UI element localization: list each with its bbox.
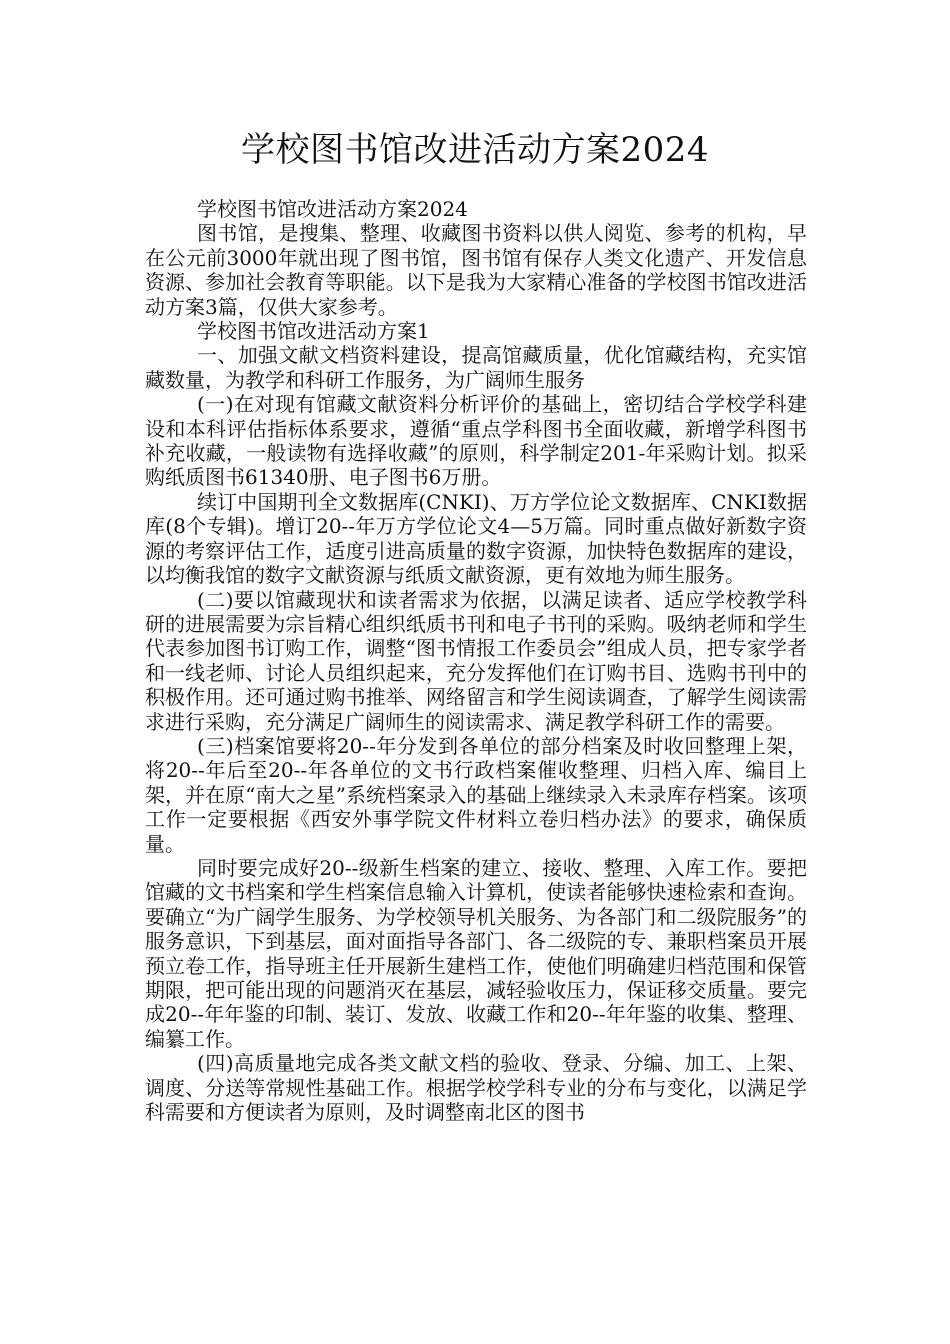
paragraph-item-two: (二)要以馆藏现状和读者需求为依据，以满足读者、适应学校教学科研的进展需要为宗旨精心组织纸质书刊和电子书刊的采购。吸纳老师和学生代表参加图书订购工作，调整“图书情报工作委员会”组成人员，把专家学者和一线老师、讨论人员组织起来，充分发挥他们在订购书目、选购书刊中的积极作用。还可通过购书推举、网络留言和学生阅读调查，了解学生阅读需求进行采购，充分满足广阔师生的阅读需求、满足教学科研工作的需要。: [145, 587, 807, 734]
paragraph-section-one: 一、加强文献文档资料建设，提高馆藏质量，优化馆藏结构，充实馆藏数量，为教学和科研工作服务，为广阔师生服务: [145, 343, 807, 392]
paragraph-item-three: (三)档案馆要将20--年分发到各单位的部分档案及时收回整理上架，将20--年后至20--年各单位的文书行政档案催收整理、归档入库、编目上架，并在原“南大之星”系统档案录入的基础上继续录入未录库存档案。该项工作一定要根据《西安外事学院文件材料立卷归档办法》的要求，确保质量。: [145, 733, 807, 856]
paragraph-plan-heading: 学校图书馆改进活动方案1: [197, 319, 430, 344]
document-title: 学校图书馆改进活动方案2024: [240, 130, 710, 170]
paragraph-intro: 图书馆，是搜集、整理、收藏图书资料以供人阅览、参考的机构，早在公元前3000年就出现了图书馆，图书馆有保存人类文化遗产、开发信息资源、参加社会教育等职能。以下是我为大家精心准备的学校图书馆改进活动方案3篇，仅供大家参考。: [145, 221, 807, 319]
paragraph-item-one: (一)在对现有馆藏文献资料分析评价的基础上，密切结合学校学科建设和本科评估指标体系要求，遵循“重点学科图书全面收藏，新增学科图书补充收藏，一般读物有选择收藏”的原则，科学制定201-年采购计划。拟采购纸质图书61340册、电子图书6万册。: [145, 392, 807, 490]
document-body: [145, 197, 807, 1124]
paragraph-item-four: (四)高质量地完成各类文献文档的验收、登录、分编、加工、上架、调度、分送等常规性基础工作。根据学校学科专业的分布与变化，以满足学科需要和方便读者为原则，及时调整南北区的图书: [145, 1051, 807, 1125]
paragraph-database: 续订中国期刊全文数据库(CNKI)、万方学位论文数据库、CNKI数据库(8个专辑)。增订20--年万方学位论文4—5万篇。同时重点做好新数字资源的考察评估工作，适度引进高质量的数字资源，加快特色数据库的建设，以均衡我馆的数字文献资源与纸质文献资源，更有效地为师生服务。: [145, 489, 807, 588]
paragraph-subtitle: 学校图书馆改进活动方案2024: [197, 197, 468, 221]
paragraph-archives: 同时要完成好20--级新生档案的建立、接收、整理、入库工作。要把馆藏的文书档案和学生档案信息输入计算机，使读者能够快速检索和查询。要确立“为广阔学生服务、为学校领导机关服务、为各部门和二级院服务”的服务意识，下到基层，面对面指导各部门、各二级院的专、兼职档案员开展预立卷工作，指导班主任开展新生建档工作，使他们明确建归档范围和保管期限，把可能出现的问题消灭在基层，减轻验收压力，保证移交质量。要完成20--年年鉴的印制、装订、发放、收藏工作和20--年年鉴的收集、整理、编纂工作。: [145, 855, 807, 1051]
